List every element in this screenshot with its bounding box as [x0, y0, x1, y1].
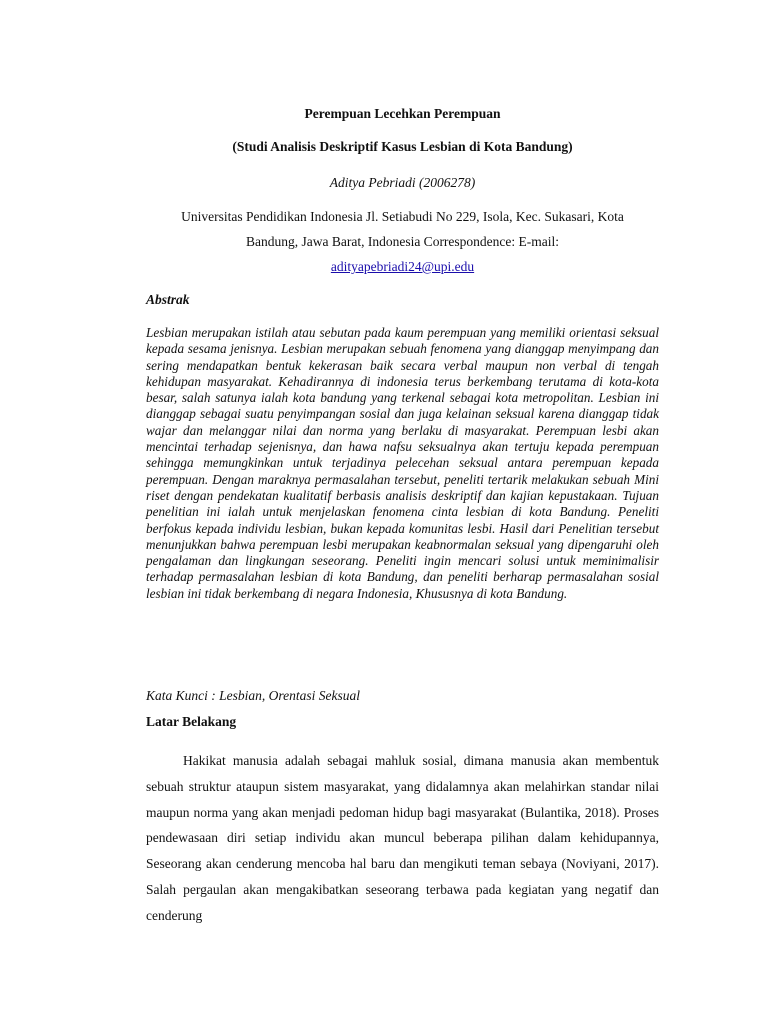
background-heading: Latar Belakang	[146, 714, 237, 729]
affiliation-line-1: Universitas Pendidikan Indonesia Jl. Setiabudi No 229, Isola, Kec. Sukasari, Kota	[181, 209, 624, 224]
email-line	[146, 259, 659, 275]
keywords: Kata Kunci : Lesbian, Orentasi Seksual	[146, 688, 360, 703]
author-name: Aditya Pebriadi (2006278)	[329, 175, 476, 190]
email-link[interactable]: adityapebriadi24@upi.edu	[330, 259, 475, 274]
background-paragraph: Hakikat manusia adalah sebagai mahluk sosial, dimana manusia akan membentuk sebuah struktur ataupun sistem masyarakat, yang didalamnya akan melahirkan standar nilai maupun norma yang akan menjadi pedoman hidup bagi masyarakat (Bulantika, 2018). Proses pendewasaan diri setiap individu akan muncul beberapa pilihan dalam kehidupannya, Seseorang akan cenderung mencoba hal baru dan mengikuti teman sebaya (Noviyani, 2017). Salah pergaulan akan mengakibatkan seseorang terbawa pada kegiatan yang negatif dan cenderung	[146, 753, 659, 923]
affiliation-line-2: Bandung, Jawa Barat, Indonesia Correspondence: E-mail:	[245, 234, 560, 249]
paper-title: Perempuan Lecehkan Perempuan	[304, 106, 501, 121]
abstract-text: Lesbian merupakan istilah atau sebutan pada kaum perempuan yang memiliki orientasi seksual kepada sesama jenisnya. Lesbian merupakan sebuah fenomena yang dianggap menyimpang dan sering mendapatkan bentuk kekerasan baik secara verbal maupun non verbal di tengah kehidupan masyarakat. Kehadirannya di indonesia terus berkembang terutama di kota-kota besar, salah satunya ialah kota bandung yang terkenal sebagai kota metropolitan. Lesbian ini dianggap sebagai suatu penyimpangan sosial dan juga kelainan seksual karena dianggap tidak wajar dan melanggar nilai dan norma yang berlaku di masyarakat. Perempuan lesbi akan mencintai terhadap sejenisnya, dan hawa nafsu seksualnya akan tertuju kepada perempuan sehingga memungkinkan untuk terjadinya pelecehan seksual antara perempuan kepada perempuan. Dengan maraknya permasalahan tersebut, peneliti tertarik melakukan sebuah Mini riset dengan pendekatan kualitatif berbasis analisis deskriptif dan kajian kepustakaan. Tujuan penelitian ini ialah untuk menjelaskan fenomena cinta lesbian di kota Bandung. Peneliti berfokus kepada individu lesbian, bukan kepada komunitas lesbi. Hasil dari Penelitian tersebut menunjukkan bahwa perempuan lesbi merupakan keabnormalan seksual yang dipengaruhi oleh pengalaman dan lingkungan seseorang. Peneliti ingin mencari solusi untuk meminimalisir terhadap permasalahan lesbian di kota Bandung, dan peneliti berharap permasalahan sosial lesbian ini tidak berkembang di negara Indonesia, Khususnya di kota Bandung.	[146, 325, 659, 601]
paper-subtitle: (Studi Analisis Deskriptif Kasus Lesbian di Kota Bandung)	[232, 139, 573, 154]
abstract-heading: Abstrak	[146, 292, 190, 307]
